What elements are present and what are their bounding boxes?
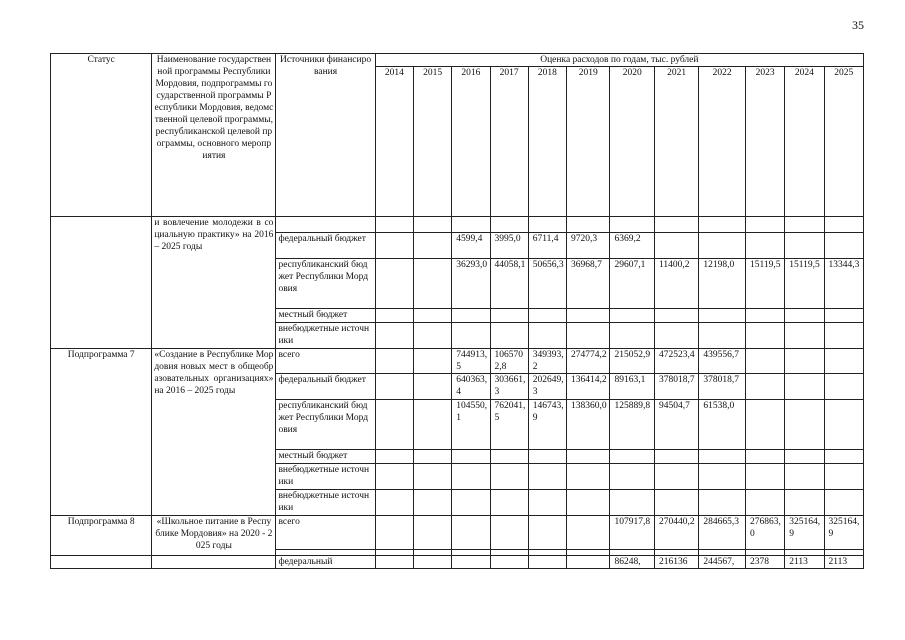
cell-value-2020 (610, 323, 654, 349)
cell-value-2021 (654, 464, 698, 490)
header-year: 2021 (654, 67, 698, 217)
cell-value-2025 (824, 450, 863, 464)
cell-value-2022 (699, 490, 746, 516)
cell-value-2021: 11400,2 (654, 259, 698, 309)
cell-value-2017 (490, 516, 528, 550)
header-year: 2025 (824, 67, 863, 217)
cell-value-2025: 325164,9 (824, 516, 863, 550)
cell-value-2015 (413, 556, 451, 569)
row-source: внебюджетные источники (276, 323, 375, 349)
header-year: 2014 (375, 67, 413, 217)
row-source: местный бюджет (276, 309, 375, 323)
cell-value-2023 (745, 233, 784, 259)
cell-value-2017 (490, 556, 528, 569)
cell-value-2023: 276863,0 (745, 516, 784, 550)
cell-value-2017 (490, 323, 528, 349)
cell-value-2024 (785, 309, 824, 323)
cell-value-2024: 2113 (785, 556, 824, 569)
cell-value-2017: 762041,5 (490, 400, 528, 450)
cell-value-2019 (567, 309, 610, 323)
row-source: внебюджетные источники (276, 490, 375, 516)
cell-value-2016 (452, 464, 490, 490)
row-source: республиканский бюджет Республики Мордовия (276, 400, 375, 450)
cell-value-2025 (824, 490, 863, 516)
cell-value-2024: 325164,9 (785, 516, 824, 550)
cell-value-2016 (452, 556, 490, 569)
cell-value-2017 (490, 464, 528, 490)
cell-value-2024 (785, 323, 824, 349)
row-status (51, 217, 152, 349)
cell-value-2018 (528, 450, 566, 464)
cell-value-2018 (528, 309, 566, 323)
cell-value-2021: 378018,7 (654, 374, 698, 400)
cell-value-2020 (610, 464, 654, 490)
cell-value-2022: 244567, (699, 556, 746, 569)
cell-value-2018 (528, 323, 566, 349)
cell-value-2022 (699, 217, 746, 233)
row-program-name (152, 556, 276, 569)
cell-value-2025: 2113 (824, 556, 863, 569)
header-year: 2022 (699, 67, 746, 217)
cell-value-2014 (375, 400, 413, 450)
row-source: всего (276, 349, 375, 374)
cell-value-2019: 274774,2 (567, 349, 610, 374)
cell-value-2017: 1065702,8 (490, 349, 528, 374)
cell-value-2018 (528, 556, 566, 569)
cell-value-2014 (375, 233, 413, 259)
cell-value-2021: 472523,4 (654, 349, 698, 374)
cell-value-2015 (413, 233, 451, 259)
cell-value-2016 (452, 323, 490, 349)
header-year: 2015 (413, 67, 451, 217)
table-row (51, 217, 864, 233)
cell-value-2017 (490, 309, 528, 323)
cell-value-2025: 13344,3 (824, 259, 863, 309)
header-year: 2023 (745, 67, 784, 217)
cell-value-2019 (567, 450, 610, 464)
cell-value-2024 (785, 464, 824, 490)
cell-value-2016: 640363,4 (452, 374, 490, 400)
cell-value-2014 (375, 374, 413, 400)
cell-value-2016 (452, 309, 490, 323)
cell-value-2024 (785, 374, 824, 400)
cell-value-2014 (375, 323, 413, 349)
cell-value-2017 (490, 490, 528, 516)
cell-value-2024: 15119,5 (785, 259, 824, 309)
cell-value-2023 (745, 450, 784, 464)
cell-value-2025 (824, 374, 863, 400)
cell-value-2018 (528, 490, 566, 516)
cell-value-2020 (610, 450, 654, 464)
header-year: 2018 (528, 67, 566, 217)
cell-value-2021 (654, 490, 698, 516)
cell-value-2018: 50656,3 (528, 259, 566, 309)
cell-value-2022 (699, 450, 746, 464)
cell-value-2020: 125889,8 (610, 400, 654, 450)
cell-value-2020: 215052,9 (610, 349, 654, 374)
cell-value-2022: 61538,0 (699, 400, 746, 450)
cell-value-2021: 94504,7 (654, 400, 698, 450)
cell-value-2022: 439556,7 (699, 349, 746, 374)
cell-value-2022: 12198,0 (699, 259, 746, 309)
cell-value-2015 (413, 259, 451, 309)
table-row (51, 516, 864, 550)
cell-value-2023 (745, 349, 784, 374)
cell-value-2014 (375, 464, 413, 490)
row-program-name: «Создание в Республике Мордовия новых мест в общеобразовательных организациях» на 2016 – 2025 годы (152, 349, 276, 516)
cell-value-2021: 270440,2 (654, 516, 698, 550)
cell-value-2015 (413, 349, 451, 374)
cell-value-2020: 29607,1 (610, 259, 654, 309)
cell-value-2019 (567, 464, 610, 490)
cell-value-2022 (699, 309, 746, 323)
cell-value-2018: 349393,2 (528, 349, 566, 374)
cell-value-2015 (413, 464, 451, 490)
cell-value-2019 (567, 490, 610, 516)
cell-value-2021 (654, 450, 698, 464)
cell-value-2014 (375, 217, 413, 233)
header-year: 2024 (785, 67, 824, 217)
cell-value-2020: 6369,2 (610, 233, 654, 259)
cell-value-2021 (654, 323, 698, 349)
cell-value-2015 (413, 490, 451, 516)
cell-value-2017: 3995,0 (490, 233, 528, 259)
cell-value-2022 (699, 464, 746, 490)
cell-value-2025 (824, 464, 863, 490)
cell-value-2016: 4599,4 (452, 233, 490, 259)
cell-value-2023 (745, 309, 784, 323)
header-status: Статус (51, 54, 152, 217)
cell-value-2020: 86248, (610, 556, 654, 569)
cell-value-2021 (654, 233, 698, 259)
cell-value-2018 (528, 217, 566, 233)
cell-value-2015 (413, 516, 451, 550)
cell-value-2023 (745, 217, 784, 233)
cell-value-2023 (745, 464, 784, 490)
header-year: 2017 (490, 67, 528, 217)
cell-value-2019 (567, 556, 610, 569)
cell-value-2019: 9720,3 (567, 233, 610, 259)
cell-value-2020 (610, 490, 654, 516)
cell-value-2020: 89163,1 (610, 374, 654, 400)
row-status: Подпрограмма 7 (51, 349, 152, 516)
header-row-1 (51, 54, 864, 67)
row-program-name: и вовлечение молодежи в социальную практику» на 2016 – 2025 годы (152, 217, 276, 349)
page-number: 35 (852, 18, 864, 32)
cell-value-2015 (413, 323, 451, 349)
cell-value-2025 (824, 309, 863, 323)
cell-value-2015 (413, 400, 451, 450)
cell-value-2025 (824, 233, 863, 259)
row-status (51, 556, 152, 569)
cell-value-2016: 104550,1 (452, 400, 490, 450)
cell-value-2022: 378018,7 (699, 374, 746, 400)
cell-value-2017 (490, 450, 528, 464)
cell-value-2024 (785, 400, 824, 450)
cell-value-2019: 138360,0 (567, 400, 610, 450)
cell-value-2014 (375, 490, 413, 516)
row-source: федеральный бюджет (276, 374, 375, 400)
cell-value-2018: 146743,9 (528, 400, 566, 450)
cell-value-2016: 36293,0 (452, 259, 490, 309)
cell-value-2024 (785, 450, 824, 464)
row-program-name: «Школьное питание в Республике Мордовия» на 2020 - 2025 годы (152, 516, 276, 556)
cell-value-2016 (452, 516, 490, 550)
row-source: местный бюджет (276, 450, 375, 464)
cell-value-2021 (654, 217, 698, 233)
cell-value-2014 (375, 349, 413, 374)
cell-value-2025 (824, 323, 863, 349)
cell-value-2023 (745, 323, 784, 349)
header-year: 2020 (610, 67, 654, 217)
cell-value-2019: 36968,7 (567, 259, 610, 309)
header-year: 2016 (452, 67, 490, 217)
cell-value-2022 (699, 233, 746, 259)
row-source: внебюджетные источники (276, 464, 375, 490)
cell-value-2018: 202649,3 (528, 374, 566, 400)
cell-value-2015 (413, 309, 451, 323)
cell-value-2025 (824, 400, 863, 450)
cell-value-2015 (413, 374, 451, 400)
cell-value-2014 (375, 309, 413, 323)
cell-value-2017 (490, 217, 528, 233)
cell-value-2014 (375, 450, 413, 464)
cell-value-2020 (610, 309, 654, 323)
cell-value-2016 (452, 217, 490, 233)
cell-value-2016 (452, 450, 490, 464)
cell-value-2017: 44058,1 (490, 259, 528, 309)
cell-value-2024 (785, 349, 824, 374)
row-source: всего (276, 516, 375, 550)
cell-value-2024 (785, 490, 824, 516)
cell-value-2015 (413, 450, 451, 464)
cell-value-2023 (745, 374, 784, 400)
cell-value-2021 (654, 309, 698, 323)
cell-value-2019 (567, 516, 610, 550)
cell-value-2019: 136414,2 (567, 374, 610, 400)
row-source: федеральный бюджет (276, 233, 375, 259)
cell-value-2020 (610, 217, 654, 233)
cell-value-2019 (567, 217, 610, 233)
header-sources: Источники финансирования (276, 54, 375, 217)
cell-value-2018 (528, 464, 566, 490)
cell-value-2023: 15119,5 (745, 259, 784, 309)
cell-value-2022: 284665,3 (699, 516, 746, 550)
cell-value-2016 (452, 490, 490, 516)
cell-value-2023 (745, 400, 784, 450)
table-row (51, 349, 864, 374)
header-year: 2019 (567, 67, 610, 217)
cell-value-2021: 216136 (654, 556, 698, 569)
row-source (276, 217, 375, 233)
cell-value-2019 (567, 323, 610, 349)
cell-value-2023 (745, 490, 784, 516)
cell-value-2015 (413, 217, 451, 233)
row-source: республиканский бюджет Республики Мордовия (276, 259, 375, 309)
header-estimate: Оценка расходов по годам, тыс. рублей (375, 54, 863, 67)
cell-value-2016: 744913,5 (452, 349, 490, 374)
cell-value-2020: 107917,8 (610, 516, 654, 550)
table-body (51, 217, 864, 569)
cell-value-2024 (785, 217, 824, 233)
table-row (51, 556, 864, 569)
cell-value-2017: 303661,3 (490, 374, 528, 400)
cell-value-2025 (824, 349, 863, 374)
cell-value-2014 (375, 516, 413, 550)
header-name: Наименование государственной программы Республики Мордовия, подпрограммы государственной программы Республики Мордовия, ведомственной целевой программы, республиканской целевой программы, основного мероприятия (152, 54, 276, 217)
cell-value-2024 (785, 233, 824, 259)
cell-value-2022 (699, 323, 746, 349)
cell-value-2014 (375, 556, 413, 569)
row-source: федеральный (276, 556, 375, 569)
cell-value-2018 (528, 516, 566, 550)
cell-value-2018: 6711,4 (528, 233, 566, 259)
cell-value-2025 (824, 217, 863, 233)
budget-table (50, 53, 864, 569)
row-status: Подпрограмма 8 (51, 516, 152, 556)
cell-value-2023: 2378 (745, 556, 784, 569)
cell-value-2014 (375, 259, 413, 309)
